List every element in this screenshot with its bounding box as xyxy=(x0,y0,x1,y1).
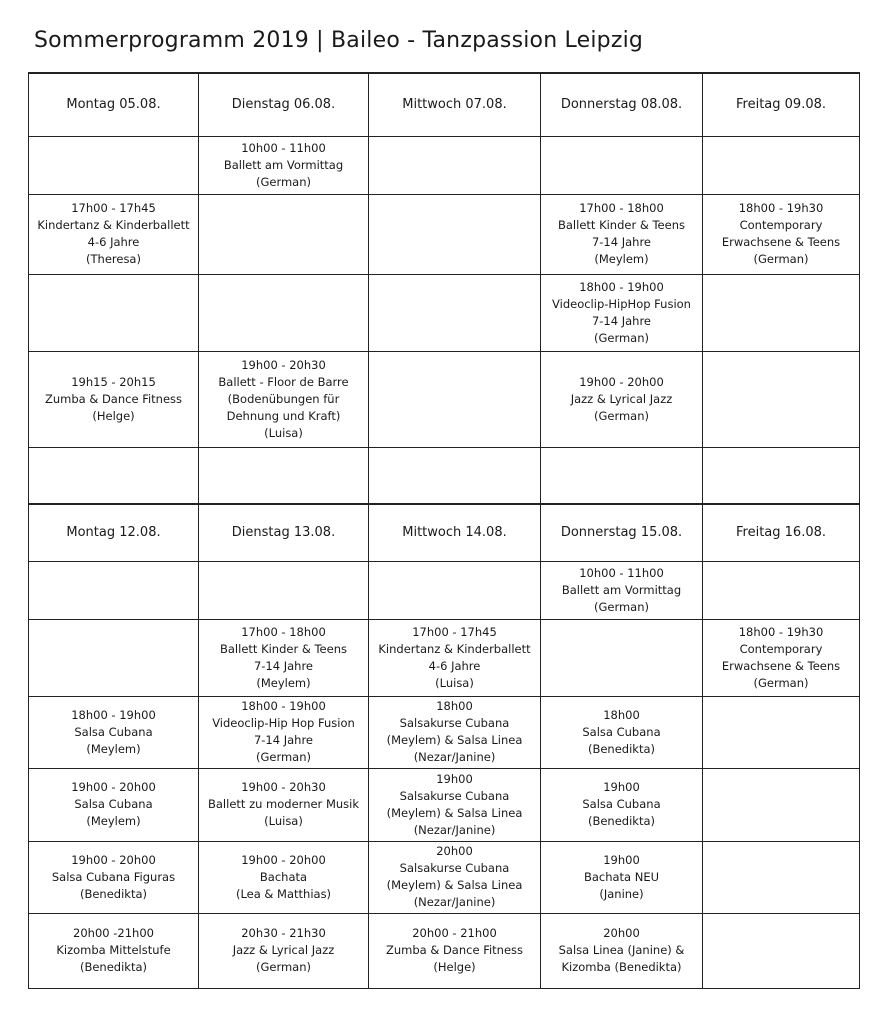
empty-cell xyxy=(369,194,541,274)
class-cell xyxy=(541,351,703,447)
class-detail: Contemporary xyxy=(739,641,823,656)
empty-cell xyxy=(369,351,541,447)
class-detail: Contemporary xyxy=(739,218,823,232)
class-detail: (Helge) xyxy=(92,408,135,423)
class-time: 19h00 xyxy=(436,771,473,786)
class-cell xyxy=(541,194,703,274)
class-detail: (Meylem) & Salsa Linea xyxy=(386,878,523,892)
class-time: 20h30 - 21h30 xyxy=(241,926,326,940)
class-time: 18h00 - 19h00 xyxy=(579,279,664,294)
class-detail: (German) xyxy=(593,330,650,345)
empty-cell xyxy=(703,447,860,504)
class-detail: Salsa Cubana xyxy=(74,724,153,739)
class-detail: Erwachsene & Teens xyxy=(721,235,841,249)
schedule-row xyxy=(29,913,860,988)
class-cell xyxy=(541,768,703,841)
empty-cell xyxy=(703,768,860,841)
class-detail: Ballett Kinder & Teens xyxy=(558,218,685,232)
class-detail: Ballett Kinder & Teens xyxy=(220,641,347,656)
class-cell xyxy=(29,194,199,274)
class-detail: Dehnung und Kraft) xyxy=(226,408,341,423)
class-detail: (Luisa) xyxy=(435,675,474,690)
page-title: Sommerprogramm 2019 | Baileo - Tanzpassion Leipzig xyxy=(34,28,644,53)
schedule-row xyxy=(29,351,860,447)
class-detail: Ballett am Vormittag xyxy=(223,157,344,172)
class-detail: (Meylem) xyxy=(86,741,141,756)
class-cell xyxy=(29,913,199,988)
class-detail: (German) xyxy=(753,675,809,690)
empty-cell xyxy=(703,561,860,619)
class-detail: (Benedikta) xyxy=(79,960,147,974)
schedule-row xyxy=(29,768,860,841)
class-cell xyxy=(369,619,541,696)
class-detail: Ballett zu moderner Musik xyxy=(208,797,359,811)
day-header: Dienstag 06.08. xyxy=(199,73,369,136)
day-header: Dienstag 13.08. xyxy=(199,504,369,561)
schedule-table xyxy=(28,72,860,989)
class-cell xyxy=(29,351,199,447)
class-detail: 4-6 Jahre xyxy=(87,235,140,249)
class-cell xyxy=(199,351,369,447)
day-header: Donnerstag 15.08. xyxy=(541,504,703,561)
empty-cell xyxy=(703,913,860,988)
class-detail: (Luisa) xyxy=(264,814,303,828)
class-detail: (German) xyxy=(753,252,809,266)
day-header: Montag 05.08. xyxy=(29,73,199,136)
class-detail: Salsa Cubana xyxy=(582,797,661,811)
class-detail: Salsa Cubana Figuras xyxy=(51,869,176,884)
class-time: 19h00 xyxy=(603,780,640,794)
empty-cell xyxy=(199,447,369,504)
class-time: 20h00 xyxy=(436,844,473,858)
empty-cell xyxy=(703,841,860,913)
class-detail: (Janine) xyxy=(599,886,644,901)
class-detail: Salsa Cubana xyxy=(582,724,661,739)
class-time: 19h00 - 20h00 xyxy=(579,374,664,389)
class-detail: (German) xyxy=(255,960,312,974)
empty-cell xyxy=(541,136,703,194)
class-detail: (Meylem) xyxy=(256,675,311,690)
class-time: 19h00 - 20h00 xyxy=(241,852,326,867)
class-detail: (Nezar/Janine) xyxy=(413,750,496,764)
empty-cell xyxy=(703,696,860,768)
empty-cell xyxy=(369,136,541,194)
class-detail: Bachata NEU xyxy=(583,869,660,884)
class-cell xyxy=(199,136,369,194)
schedule-row xyxy=(29,696,860,768)
class-cell xyxy=(541,841,703,913)
class-detail: (Meylem) & Salsa Linea xyxy=(386,805,523,820)
day-header-row xyxy=(29,504,860,561)
class-time: 19h00 - 20h00 xyxy=(71,852,156,867)
class-detail: 7-14 Jahre xyxy=(591,313,652,328)
class-time: 17h00 - 17h45 xyxy=(412,624,497,639)
schedule-row xyxy=(29,447,860,504)
empty-cell xyxy=(541,447,703,504)
class-detail: (Benedikta) xyxy=(79,886,147,901)
class-detail: Jazz & Lyrical Jazz xyxy=(232,943,335,957)
class-detail: Salsa Linea (Janine) & xyxy=(558,943,685,957)
class-cell xyxy=(199,768,369,841)
schedule-row xyxy=(29,619,860,696)
class-cell xyxy=(29,768,199,841)
class-cell xyxy=(541,913,703,988)
class-detail: (Benedikta) xyxy=(587,741,655,756)
class-detail: Salsakurse Cubana xyxy=(399,716,510,730)
class-detail: (Theresa) xyxy=(86,252,141,266)
empty-cell xyxy=(541,619,703,696)
class-cell xyxy=(199,841,369,913)
class-time: 18h00 - 19h30 xyxy=(738,201,824,215)
schedule-row xyxy=(29,274,860,351)
class-cell xyxy=(369,696,541,768)
class-detail: (Meylem) xyxy=(86,814,141,828)
empty-cell xyxy=(29,561,199,619)
class-time: 19h00 - 20h30 xyxy=(241,357,326,372)
class-time: 20h00 -21h00 xyxy=(73,926,154,940)
schedule-row xyxy=(29,841,860,913)
class-detail: Videoclip-Hip Hop Fusion xyxy=(212,716,355,730)
class-detail: Kindertanz & Kinderballett xyxy=(37,218,190,232)
day-header: Mittwoch 14.08. xyxy=(369,504,541,561)
class-detail: Jazz & Lyrical Jazz xyxy=(570,391,673,406)
class-detail: (German) xyxy=(255,174,312,189)
class-time: 17h00 - 18h00 xyxy=(241,624,326,639)
class-time: 10h00 - 11h00 xyxy=(579,565,664,580)
class-detail: Ballett - Floor de Barre xyxy=(218,374,349,389)
class-cell xyxy=(199,696,369,768)
class-detail: Kizomba Mittelstufe xyxy=(56,943,171,957)
class-detail: Salsakurse Cubana xyxy=(399,788,510,803)
class-time: 20h00 - 21h00 xyxy=(412,926,497,940)
empty-cell xyxy=(199,194,369,274)
class-detail: 7-14 Jahre xyxy=(591,235,652,249)
empty-cell xyxy=(369,274,541,351)
empty-cell xyxy=(199,561,369,619)
class-detail: (Meylem) xyxy=(594,252,649,266)
class-detail: Ballett am Vormittag xyxy=(561,582,682,597)
class-detail: (German) xyxy=(593,408,650,423)
class-detail: (German) xyxy=(593,599,650,614)
class-time: 18h00 - 19h00 xyxy=(71,707,156,722)
empty-cell xyxy=(703,274,860,351)
day-header: Mittwoch 07.08. xyxy=(369,73,541,136)
class-detail: Salsakurse Cubana xyxy=(399,861,510,875)
schedule-row xyxy=(29,561,860,619)
class-detail: (Nezar/Janine) xyxy=(413,895,496,909)
class-detail: (Nezar/Janine) xyxy=(413,822,496,837)
day-header: Freitag 16.08. xyxy=(703,504,860,561)
class-time: 19h15 - 20h15 xyxy=(71,374,156,389)
class-detail: Erwachsene & Teens xyxy=(721,658,841,673)
class-detail: (Luisa) xyxy=(264,425,303,440)
class-detail: (German) xyxy=(255,750,312,764)
schedule-row xyxy=(29,136,860,194)
class-cell xyxy=(541,696,703,768)
class-cell xyxy=(199,619,369,696)
class-detail: Bachata xyxy=(259,869,308,884)
class-detail: Salsa Cubana xyxy=(74,797,153,811)
empty-cell xyxy=(703,351,860,447)
class-cell xyxy=(541,274,703,351)
day-header: Montag 12.08. xyxy=(29,504,199,561)
class-time: 18h00 - 19h00 xyxy=(241,699,326,713)
class-detail: (Bodenübungen für xyxy=(227,391,340,406)
class-detail: 7-14 Jahre xyxy=(253,658,314,673)
class-time: 18h00 xyxy=(603,707,640,722)
class-detail: (Benedikta) xyxy=(587,814,655,828)
day-header: Donnerstag 08.08. xyxy=(541,73,703,136)
class-time: 19h00 - 20h00 xyxy=(71,780,156,794)
class-cell xyxy=(541,561,703,619)
class-detail: 4-6 Jahre xyxy=(428,658,481,673)
schedule-row xyxy=(29,194,860,274)
class-time: 19h00 xyxy=(603,852,640,867)
class-time: 18h00 xyxy=(436,699,473,713)
class-detail: Kindertanz & Kinderballett xyxy=(378,641,531,656)
class-time: 18h00 - 19h30 xyxy=(738,624,824,639)
class-detail: Kizomba (Benedikta) xyxy=(561,960,682,974)
class-time: 20h00 xyxy=(603,926,640,940)
class-detail: (Lea & Matthias) xyxy=(235,886,332,901)
class-time: 19h00 - 20h30 xyxy=(241,780,326,794)
empty-cell xyxy=(199,274,369,351)
class-detail: Zumba & Dance Fitness xyxy=(385,943,524,957)
day-header-row xyxy=(29,73,860,136)
class-detail: (Helge) xyxy=(433,960,476,974)
class-time: 17h00 - 18h00 xyxy=(579,201,664,215)
empty-cell xyxy=(29,447,199,504)
class-cell xyxy=(29,696,199,768)
class-detail: Videoclip-HipHop Fusion xyxy=(552,296,691,311)
empty-cell xyxy=(369,561,541,619)
class-detail: (Meylem) & Salsa Linea xyxy=(386,733,523,747)
class-detail: 7-14 Jahre xyxy=(253,733,314,747)
class-cell xyxy=(199,913,369,988)
class-cell xyxy=(369,913,541,988)
empty-cell xyxy=(703,136,860,194)
class-cell xyxy=(29,841,199,913)
class-time: 17h00 - 17h45 xyxy=(71,201,156,215)
day-header: Freitag 09.08. xyxy=(703,73,860,136)
empty-cell xyxy=(369,447,541,504)
class-cell xyxy=(703,194,860,274)
empty-cell xyxy=(29,136,199,194)
class-cell xyxy=(703,619,860,696)
class-detail: Zumba & Dance Fitness xyxy=(44,391,183,406)
empty-cell xyxy=(29,274,199,351)
empty-cell xyxy=(29,619,199,696)
class-cell xyxy=(369,841,541,913)
class-time: 10h00 - 11h00 xyxy=(241,140,326,155)
class-cell xyxy=(369,768,541,841)
